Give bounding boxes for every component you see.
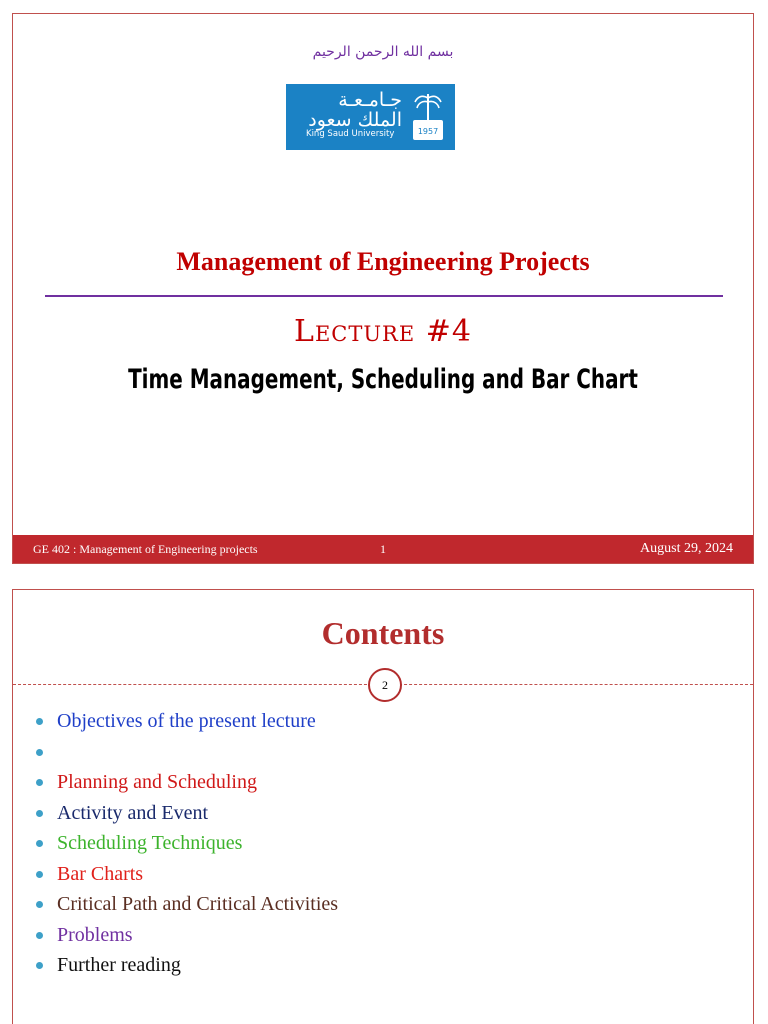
basmala-text: بسم الله الرحمن الرحيم <box>312 44 454 60</box>
list-item <box>35 739 338 770</box>
svg-text:1957: 1957 <box>417 127 439 136</box>
presentation-title: Management of Engineering Projects <box>176 247 590 276</box>
footer-date: August 29, 2024 <box>640 541 733 556</box>
slide-2 <box>12 589 754 1024</box>
logo-arabic-line2: الملك سعود <box>308 109 402 131</box>
university-logo <box>286 84 455 150</box>
logo-arabic-line1: جـامـعـة <box>338 89 402 111</box>
contents-list <box>35 708 338 983</box>
slide-footer <box>13 535 753 563</box>
footer-course: GE 402 : Management of Engineering projects <box>33 542 258 556</box>
slide-1 <box>12 13 754 564</box>
list-item: Bar Charts <box>35 861 338 892</box>
contents-title: Contents <box>321 615 445 651</box>
page-number-badge: 2 <box>368 668 402 702</box>
list-item: Scheduling Techniques <box>35 830 338 861</box>
title-divider <box>45 295 723 297</box>
palm-emblem-icon <box>411 90 445 142</box>
lecture-subtitle: Time Management, Scheduling and Bar Chart <box>128 364 638 395</box>
list-item: Planning and Scheduling <box>35 769 338 800</box>
list-item: Problems <box>35 922 338 953</box>
logo-english: King Saud University <box>306 129 395 139</box>
logo-arabic <box>306 90 402 130</box>
list-item: Critical Path and Critical Activities <box>35 891 338 922</box>
lecture-number: Lecture #4 <box>294 314 472 349</box>
footer-page-number: 1 <box>380 542 386 556</box>
list-item: Further reading <box>35 952 338 983</box>
list-item: Activity and Event <box>35 800 338 831</box>
list-item: Objectives of the present lecture <box>35 708 338 739</box>
